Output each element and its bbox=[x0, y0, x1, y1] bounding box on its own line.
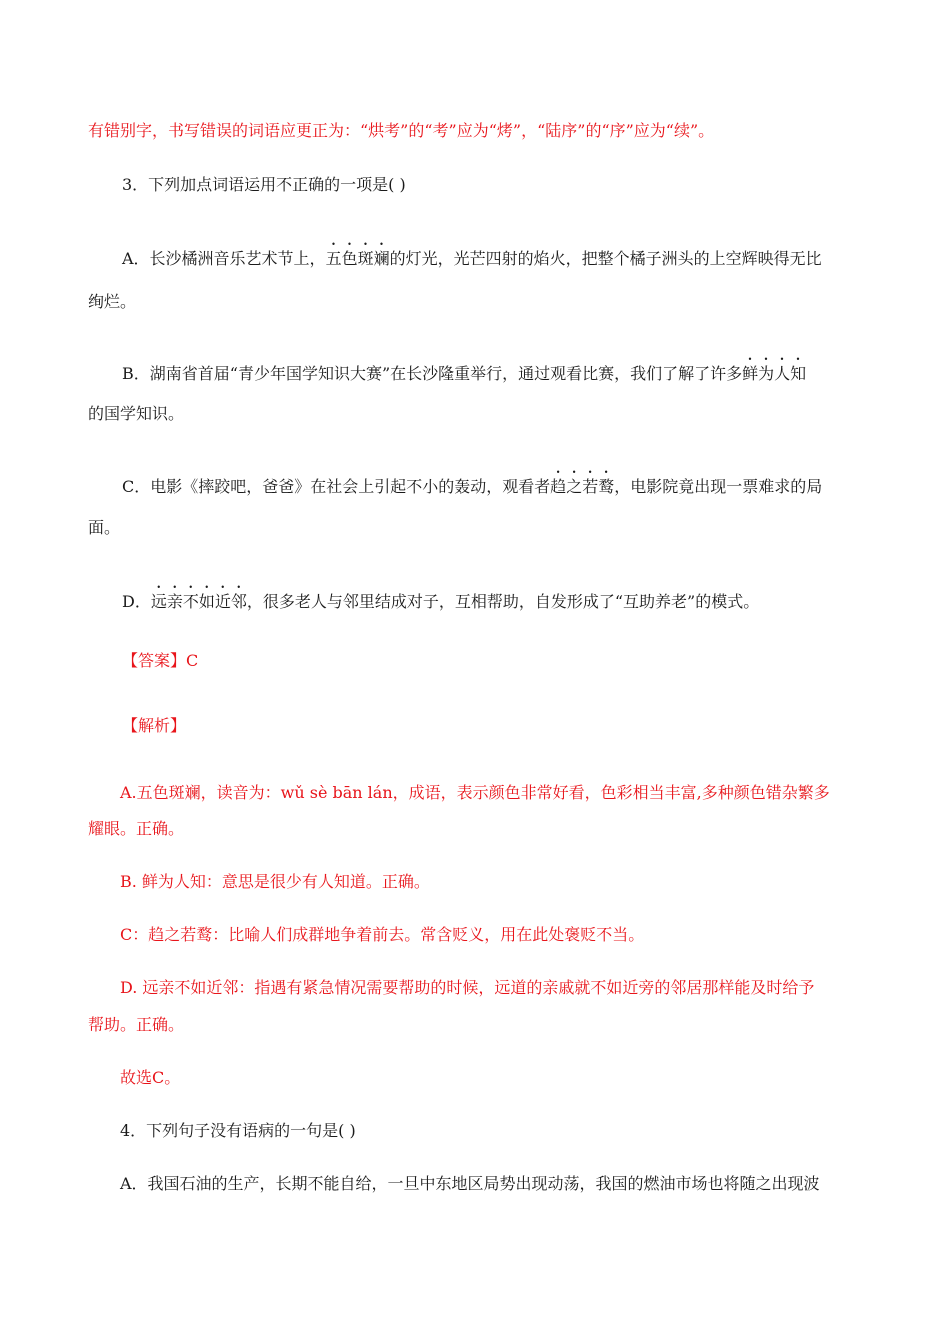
q3-option-c: C．电影《摔跤吧，爸爸》在社会上引起不小的轰动，观看者趋之若鹜，电影院竟出现一票难求的局 bbox=[122, 477, 823, 496]
answer-label: 【答案】 bbox=[122, 651, 187, 670]
explanation-b: B. 鲜为人知：意思是很少有人知道。正确。 bbox=[120, 872, 430, 891]
q4-stem: 4．下列句子没有语病的一句是( ) bbox=[120, 1121, 356, 1140]
explanation-d: D. 远亲不如近邻：指遇有紧急情况需要帮助的时候，远道的亲戚就不如近旁的邻居那样能及时给予 bbox=[120, 978, 815, 997]
prev-answer-correction: 有错别字，书写错误的词语应更正为：“烘考”的“考”应为“烤”，“陆序”的“序”应为“续”。 bbox=[88, 121, 715, 140]
answer-value: C bbox=[186, 651, 199, 670]
explanation-a: A.五色斑斓，读音为：wǔ sè bān lán，成语，表示颜色非常好看，色彩相当丰富,多种颜色错杂繁多 bbox=[120, 783, 830, 802]
q3-b-emphasized: 鲜为人知 bbox=[742, 364, 807, 383]
q3-stem: 3．下列加点词语运用不正确的一项是( ) bbox=[122, 175, 406, 194]
q3-option-d: D．远亲不如近邻，很多老人与邻里结成对子，互相帮助，自发形成了“互助养老”的模式。 bbox=[122, 592, 760, 611]
q3-option-b: B．湖南省首届“青少年国学知识大赛”在长沙隆重举行，通过观看比赛，我们了解了许多鲜为人知 bbox=[122, 364, 807, 383]
q4-option-a: A．我国石油的生产，长期不能自给，一旦中东地区局势出现动荡，我国的燃油市场也将随之出现波 bbox=[120, 1174, 820, 1193]
explanation-c: C：趋之若鹜：比喻人们成群地争着前去。常含贬义，用在此处褒贬不当。 bbox=[120, 925, 645, 944]
answer-line bbox=[122, 651, 198, 671]
q3-option-b-cont: 的国学知识。 bbox=[88, 404, 185, 423]
explanation-a-cont: 耀眼。正确。 bbox=[88, 819, 185, 838]
explanation-d-cont: 帮助。正确。 bbox=[88, 1015, 185, 1034]
q3-c-emphasized: 趋之若鹜 bbox=[550, 477, 615, 496]
q3-d-emphasized: 远亲不如近邻 bbox=[150, 592, 247, 611]
q3-option-a: A．长沙橘洲音乐艺术节上，五色斑斓的灯光，光芒四射的焰火，把整个橘子洲头的上空辉映得无比 bbox=[122, 249, 822, 268]
conclusion: 故选C。 bbox=[120, 1068, 181, 1087]
q3-a-emphasized: 五色斑斓 bbox=[325, 249, 390, 268]
analysis-label: 【解析】 bbox=[122, 716, 187, 735]
q3-option-a-cont: 绚烂。 bbox=[88, 292, 137, 311]
q3-option-c-cont: 面。 bbox=[88, 518, 121, 537]
